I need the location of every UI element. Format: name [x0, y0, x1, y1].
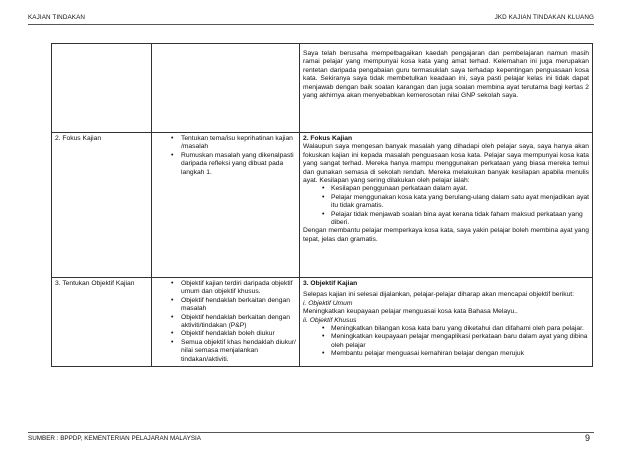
list-item: • Pelajar tidak menjawab soalan bina ayat kerana tidak faham maksud perkataan yang diberi. — [331, 211, 589, 228]
objektif-umum-label: i. Objektif Umum — [303, 299, 353, 307]
list-item: • Semua objektif khas hendaklah diukur/ nilai semasa menjalankan tindakan/aktiviti. — [181, 339, 296, 364]
list-item: • Objektif hendaklah berkaitan dengan masalah — [181, 297, 296, 314]
list-item: • Tentukan tema/isu keprihatinan kajian /masalah — [181, 135, 296, 152]
objektif-intro: Selepas kajian ini selesai dijalankan, pelajar-pelajar diharap akan mencapai objektif berikut: — [303, 291, 575, 299]
list-item: • Meningkatkan keupayaan pelajar mengaplikasi perkataan baru dalam ayat yang dibina oleh pelajar — [331, 333, 589, 350]
action-research-table — [51, 43, 593, 367]
footer-source: SUMBER : BPPDP, KEMENTERIAN PELAJARAN MALAYSIA — [28, 435, 201, 442]
fokus-kajian-paragraph: Walaupun saya mengesan banyak masalah yang dihadapi oleh pelajar saya, saya hanya akan fokuskan kajian ini kepada masalah penguasaan kosa kata. Pelajar saya mempunyai kosa kata yang sangat terhad. Mereka hanya mampu menggunakan perkataan yang biasa mereka temui dan gunakan semasa di sekolah rendah. Mereka melakukan banyak kesilapan apabila menulis ayat. Kesilapan yang sering dilakukan oleh pelajar ialah: — [303, 143, 589, 185]
list-item: • Rumuskan masalah yang dikenalpasti daripada refleksi yang dibuat pada langkah 1. — [181, 152, 296, 177]
fokus-kajian-heading: 2. Fokus Kajian — [303, 135, 353, 142]
row1-guide-cell — [152, 44, 300, 133]
row1-paragraph: Saya telah berusaha mempelbagaikan kaedah pengajaran dan pembelajaran namun masih ramai pelajar yang mempunyai kosa kata yang amat terhad. Kelemahan ini juga merupakan rentetan daripada pengabaian guru termasuklah saya terhadap kepentingan penguasaan kosa kata. Sekiranya saya tidak membetulkan keadaan ini, saya pasti pelajar kelas ini tidak dapat menjawab dengan baik soalan karangan dan juga soalan membina ayat terutama bagi kertas 2 yang akhirnya akan menyebabkan kemerosotan nilai GNP sekolah saya. — [303, 50, 589, 100]
row3-label-cell — [52, 278, 152, 367]
row2-label-cell — [52, 133, 152, 278]
list-item: • Membantu pelajar menguasai kemahiran belajar dengan merujuk — [331, 350, 589, 358]
row3-guide-cell — [152, 278, 300, 367]
list-item: • Meningkatkan bilangan kosa kata baru yang diketahui dan difahami oleh para pelajar. — [331, 325, 589, 333]
header-left-title: KAJIAN TINDAKAN — [28, 14, 86, 21]
row2-guide-cell — [152, 133, 300, 278]
list-item: • Objektif hendaklah berkaitan dengan aktiviti/tindakan (P&P) — [181, 314, 296, 331]
fokus-kajian-conclusion: Dengan membantu pelajar memperkaya kosa kata, saya yakin pelajar boleh membina ayat yang tepat, jelas dan gramatis. — [303, 227, 589, 243]
list-item: • Objektif kajian terdiri daripada objektif umum dan objektif khusus. — [181, 280, 296, 297]
row3-content-cell — [300, 278, 593, 367]
table-row — [52, 278, 593, 367]
list-item: • Kesilapan penggunaan perkataan dalam ayat. — [331, 185, 589, 193]
row1-content-cell — [300, 44, 593, 133]
header-right-title: JKD KAJIAN TINDAKAN KLUANG — [494, 14, 594, 21]
table-row — [52, 44, 593, 133]
row2-content-cell — [300, 133, 593, 278]
page-number: 9 — [584, 433, 590, 443]
table-row — [52, 133, 593, 278]
list-item: • Objektif hendaklah boleh diukur — [181, 330, 296, 338]
objektif-kajian-heading: 3. Objektif Kajian — [303, 280, 358, 287]
fokus-kajian-label: 2. Fokus Kajian — [55, 135, 102, 142]
objektif-kajian-label: 3. Tentukan Objektif Kajian — [55, 280, 135, 287]
objektif-umum-text: Meningkatkan keupayaan pelajar menguasai kosa kata Bahasa Melayu.. — [303, 308, 518, 316]
list-item: • Pelajar menggunakan kosa kata yang berulang-ulang dalam satu ayat menjadikan ayat itu tidak gramatis. — [331, 194, 589, 211]
objektif-khusus-label: ii. Objektif Khusus — [303, 316, 357, 324]
row1-label-cell — [52, 44, 152, 133]
footer-rule — [28, 432, 594, 433]
header-rule — [28, 24, 594, 25]
